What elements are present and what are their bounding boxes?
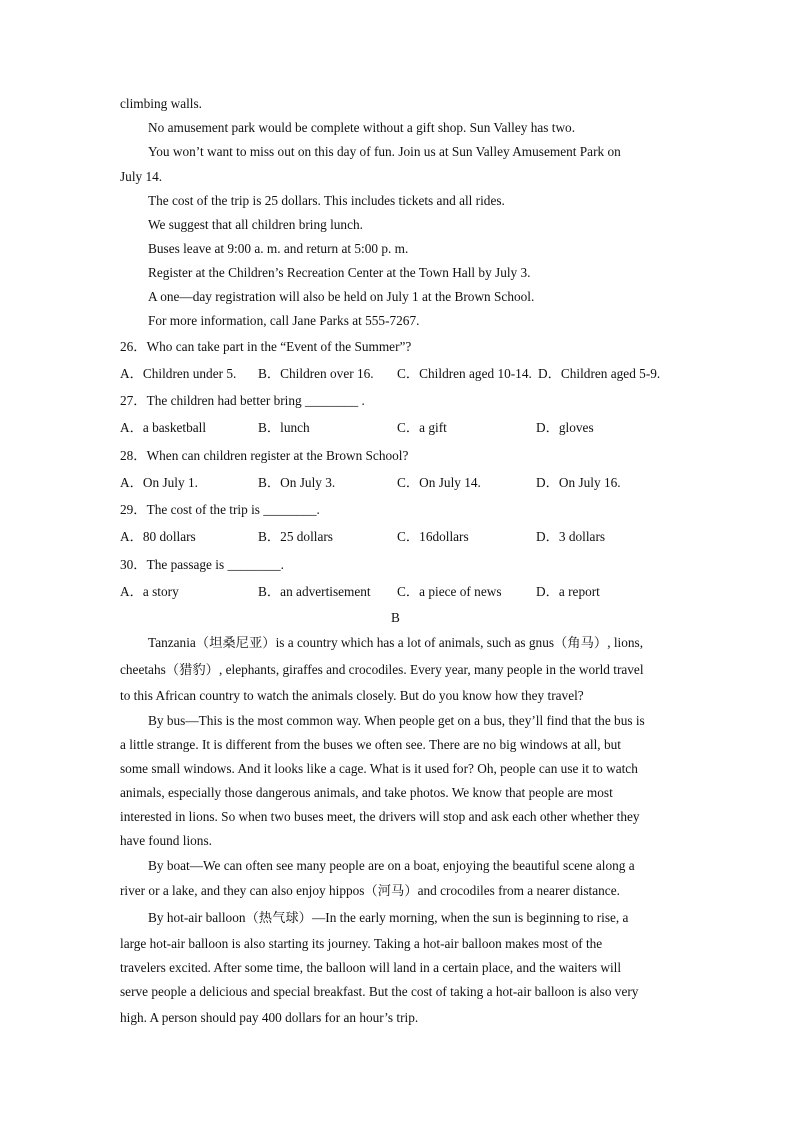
option-a: A．a story <box>120 584 179 599</box>
option-a: A．80 dollars <box>120 529 196 544</box>
option-b: B．Children over 16. <box>258 366 374 381</box>
passage-b-line: animals, especially those dangerous animals, and take photos. We know that people are most <box>120 785 613 800</box>
passage-a-line: You won’t want to miss out on this day of fun. Join us at Sun Valley Amusement Park on <box>148 144 621 159</box>
option-a: A．a basketball <box>120 420 207 435</box>
option-d: D．gloves <box>536 420 594 435</box>
passage-b-line: travelers excited. After some time, the balloon will land in a certain place, and the waiters will <box>120 960 622 975</box>
option-b: B．25 dollars <box>258 529 333 544</box>
question-stem: 29．The cost of the trip is ________. <box>120 502 320 517</box>
passage-b-line: some small windows. And it looks like a cage. What is it used for? Oh, people can use it to watch <box>120 761 638 776</box>
passage-a-line: climbing walls. <box>120 96 202 111</box>
option-d: D．On July 16. <box>536 475 621 490</box>
section-heading: B <box>391 610 400 625</box>
option-c: C．a gift <box>397 420 447 435</box>
option-c: C．16dollars <box>397 529 469 544</box>
passage-a-line: Register at the Children’s Recreation Center at the Town Hall by July 3. <box>148 265 531 280</box>
passage-a-line: No amusement park would be complete without a gift shop. Sun Valley has two. <box>148 120 576 135</box>
option-d: D．Children aged 5-9. <box>538 366 661 381</box>
passage-a-line: The cost of the trip is 25 dollars. This includes tickets and all rides. <box>148 193 505 208</box>
option-c: C．a piece of news <box>397 584 502 599</box>
question-stem: 30．The passage is ________. <box>120 557 284 572</box>
passage-a-line: A one—day registration will also be held on July 1 at the Brown School. <box>148 289 535 304</box>
passage-b-line: Tanzania（坦桑尼亚）is a country which has a lot of animals, such as gnus（角马）, lions, <box>148 635 644 650</box>
option-a: A．On July 1. <box>120 475 198 490</box>
passage-b-line: serve people a delicious and special breakfast. But the cost of taking a hot-air balloon is also very <box>120 984 639 999</box>
passage-b-line: have found lions. <box>120 833 212 848</box>
option-b: B．an advertisement <box>258 584 371 599</box>
passage-b-line: large hot-air balloon is also starting its journey. Taking a hot-air balloon makes most of the <box>120 936 603 951</box>
passage-b-line: high. A person should pay 400 dollars for an hour’s trip. <box>120 1010 419 1025</box>
option-b: B．On July 3. <box>258 475 336 490</box>
passage-a-line: For more information, call Jane Parks at 555-7267. <box>148 313 420 328</box>
option-b: B．lunch <box>258 420 310 435</box>
option-d: D．3 dollars <box>536 529 606 544</box>
passage-b-line: cheetahs（猎豹）, elephants, giraffes and crocodiles. Every year, many people in the world travel <box>120 662 644 677</box>
passage-a-line: We suggest that all children bring lunch. <box>148 217 363 232</box>
option-d: D．a report <box>536 584 600 599</box>
question-stem: 27．The children had better bring ________ . <box>120 393 365 408</box>
option-c: C．On July 14. <box>397 475 481 490</box>
passage-a-line: July 14. <box>120 169 163 184</box>
passage-b-line: By bus—This is the most common way. When people get on a bus, they’ll find that the bus is <box>148 713 645 728</box>
passage-b-line: to this African country to watch the animals closely. But do you know how they travel? <box>120 688 584 703</box>
passage-b-line: By boat—We can often see many people are on a boat, enjoying the beautiful scene along a <box>148 858 635 873</box>
passage-b-line: a little strange. It is different from the buses we often see. There are no big windows at all, but <box>120 737 621 752</box>
passage-b-line: river or a lake, and they can also enjoy hippos（河马）and crocodiles from a nearer distance. <box>120 883 620 898</box>
option-a: A．Children under 5. <box>120 366 237 381</box>
passage-b-line: By hot-air balloon（热气球）—In the early morning, when the sun is beginning to rise, a <box>148 910 629 925</box>
question-stem: 28．When can children register at the Brown School? <box>120 448 409 463</box>
option-c: C．Children aged 10-14. <box>397 366 532 381</box>
passage-b-line: interested in lions. So when two buses meet, the drivers will stop and ask each other whether they <box>120 809 640 824</box>
passage-a-line: Buses leave at 9:00 a. m. and return at 5:00 p. m. <box>148 241 409 256</box>
question-stem: 26．Who can take part in the “Event of the Summer”? <box>120 339 412 354</box>
